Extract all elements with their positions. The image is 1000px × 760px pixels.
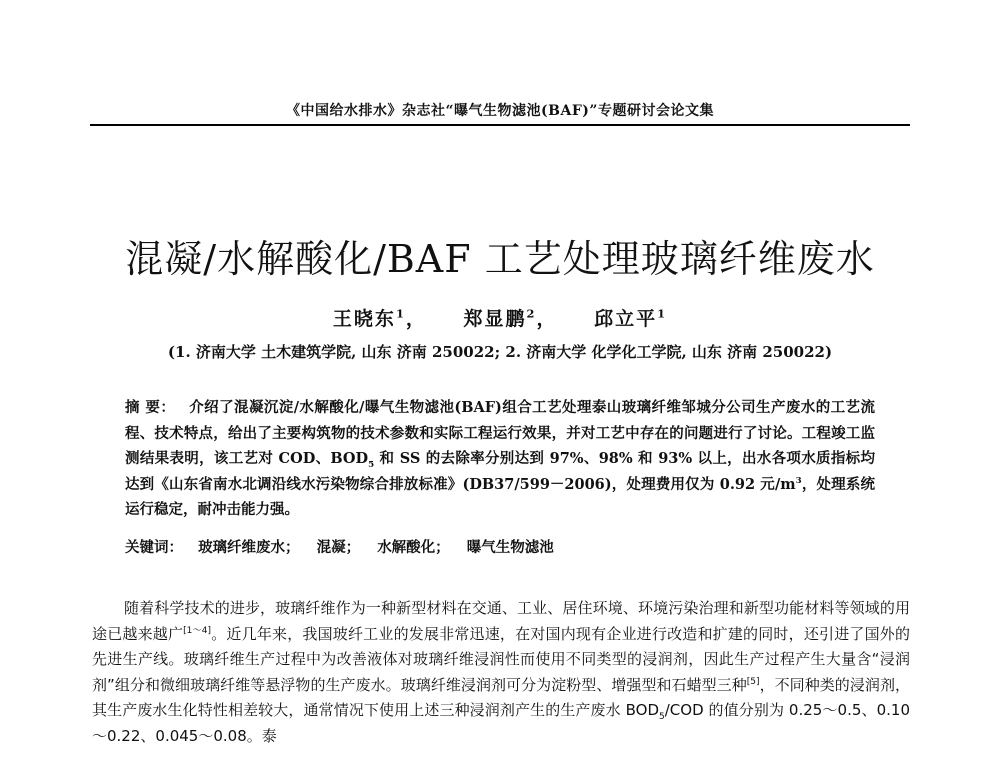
- abstract-text: 介绍了混凝沉淀/水解酸化/曝气生物滤池(BAF)组合工艺处理泰山玻璃纤维邹城分公司生产废水的工艺流程、技术特点，给出了主要构筑物的技术参数和实际工程运行效果，并对工艺中存在的问题进行了讨论。工程竣工监测结果表明，该工艺对 COD、BOD: [125, 399, 875, 467]
- author-name: 郑显鹏: [463, 308, 527, 330]
- keywords: [125, 536, 566, 557]
- keyword: 水解酸化；: [377, 539, 450, 556]
- keywords-label: 关键词：: [125, 539, 183, 556]
- citation: [5]: [746, 676, 760, 687]
- abstract-text: ，处理系统运行稳定，耐冲击能力强。: [125, 475, 876, 518]
- journal-header: 《中国给水排水》杂志社“曝气生物滤池(BAF)”专题研讨会论文集: [286, 103, 714, 119]
- subscript: 5: [659, 712, 665, 722]
- keyword: 混凝；: [316, 539, 361, 556]
- author-affil-mark: 1: [395, 306, 406, 321]
- author-name: 王晓东: [332, 308, 396, 330]
- body-text: [92, 596, 910, 749]
- abstract: [125, 395, 875, 523]
- author-affil-mark: 2: [526, 306, 537, 321]
- paragraph: [92, 596, 910, 749]
- keyword: 曝气生物滤池: [466, 539, 554, 556]
- citation: [1～4]: [183, 625, 212, 636]
- keyword: 玻璃纤维废水；: [198, 539, 300, 556]
- author-affil-mark: 1: [657, 306, 668, 321]
- paper-title: 混凝/水解酸化/BAF 工艺处理玻璃纤维废水: [125, 237, 875, 281]
- author-separator: ，: [405, 308, 427, 330]
- paragraph-text: ，不同种类的浸润剂，其生产废水生化特性相差较大，通常情况下使用上述三种浸润剂产生的生产废水 BOD: [92, 675, 910, 719]
- abstract-subscript: 5: [368, 459, 375, 470]
- author-list: [0, 304, 1000, 331]
- abstract-text: 和 SS 的去除率分别达到 97%、98% 和 93% 以上，出水各项水质指标均达到《山东省南水北调沿线水污染物综合排放标准》(DB37/599－2006)，处理费用仅为 0.92 元/m: [125, 450, 875, 493]
- affiliation: (1. 济南大学 土木建筑学院, 山东 济南 250022; 2. 济南大学 化学化工学院, 山东 济南 250022): [167, 343, 833, 361]
- author-separator: ，: [536, 308, 558, 330]
- abstract-label: 摘 要：: [125, 399, 176, 416]
- paragraph-text: /COD 的值分别为 0.25～0.5、0.10～0.22、0.045～0.08。泰: [92, 701, 911, 745]
- paragraph-text: 。近几年来，我国玻纤工业的发展非常迅速，在对国内现有企业进行改造和扩建的同时，还引进了国外的先进生产线。玻璃纤维生产过程中为改善液体对玻璃纤维浸润性而使用不同类型的浸润剂，因此生产过程产生大量含“浸润剂”组分和微细玻璃纤维等悬浮物的生产废水。玻璃纤维浸润剂可分为淀粉型、增强型和石蜡型三种: [92, 624, 910, 694]
- paragraph-text: 随着科学技术的进步，玻璃纤维作为一种新型材料在交通、工业、居住环境、环境污染治理和新型功能材料等领域的用途已越来越广: [92, 599, 910, 643]
- abstract-superscript: 3: [795, 475, 802, 486]
- author-name: 邱立平: [594, 308, 658, 330]
- header-rule: [90, 124, 910, 126]
